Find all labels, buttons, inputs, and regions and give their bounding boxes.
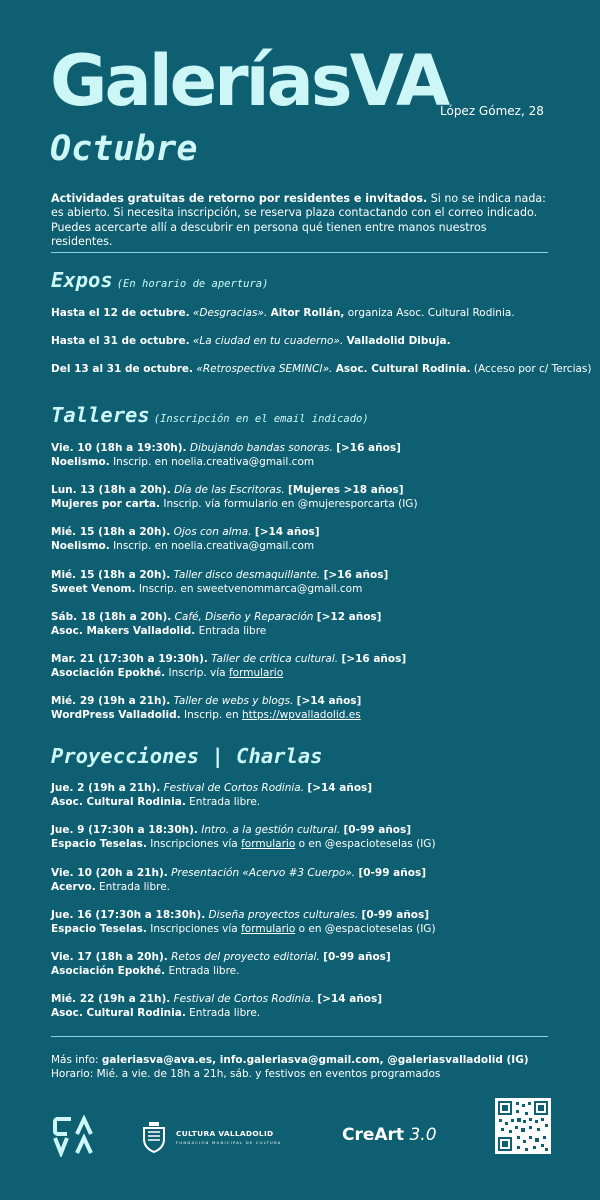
expos-title: Expos — [51, 268, 113, 292]
event-title: Dibujando bandas sonoras. — [189, 442, 333, 454]
charla-item — [51, 950, 556, 978]
event-org: Asociación Epokhé. — [51, 667, 166, 680]
event-date: Vie. 10 (20h a 21h). — [51, 867, 168, 879]
expo-rest: organiza Asoc. Cultural Rodinia. — [344, 307, 515, 319]
creart-name: CreArt — [342, 1125, 405, 1145]
event-title: Presentación «Acervo #3 Cuerpo». — [171, 867, 356, 879]
event-org: Asociación Epokhé. — [51, 965, 166, 978]
event-title: Ojos con alma. — [173, 526, 252, 538]
expo-work: «La ciudad en tu cuaderno». — [192, 335, 344, 347]
month-title: Octubre — [50, 129, 198, 169]
event-info: Entrada libre — [198, 625, 267, 638]
event-info: Entrada libre. — [99, 881, 171, 894]
charla-item — [51, 781, 556, 809]
event-title: Festival de Cortos Rodinia. — [163, 782, 305, 794]
qr-code[interactable] — [495, 1098, 551, 1154]
address: López Gómez, 28 — [440, 104, 544, 118]
event-date: Mié. 15 (18h a 20h). — [51, 569, 171, 581]
event-age: [0-99 años] — [361, 909, 430, 921]
hours-text: Mié. a vie. de 18h a 21h, sáb. y festivos en eventos programados — [96, 1068, 441, 1081]
expo-item — [51, 334, 556, 348]
intro-text — [51, 192, 551, 250]
expo-org: Valladolid Dibuja. — [346, 335, 451, 347]
taller-item — [51, 483, 556, 511]
event-date: Mar. 21 (17:30h a 19:30h). — [51, 653, 208, 665]
expo-item — [51, 306, 556, 320]
hours-label: Horario: — [51, 1068, 94, 1081]
section-title-talleres — [51, 405, 369, 426]
event-date: Jue. 2 (19h a 21h). — [51, 782, 161, 794]
event-org: Acervo. — [51, 881, 96, 894]
event-title: Festival de Cortos Rodinia. — [173, 993, 315, 1005]
expo-date: Del 13 al 31 de octubre. — [51, 363, 193, 375]
expo-item — [51, 362, 592, 376]
event-date: Lun. 13 (18h a 20h). — [51, 484, 171, 496]
event-info: Inscrip. en noelia.creativa@gmail.com — [113, 456, 315, 469]
crest-icon — [138, 1121, 170, 1153]
event-age: [>14 años] — [317, 993, 383, 1005]
event-age: [0-99 años] — [358, 867, 427, 879]
event-org: Espacio Teselas. — [51, 923, 147, 936]
event-title: Taller de crítica cultural. — [211, 653, 339, 665]
expo-work: «Desgracias». — [192, 307, 268, 319]
talleres-note: (Inscripción en el email indicado) — [153, 413, 369, 425]
creart-version: 3.0 — [409, 1125, 437, 1145]
event-age: [0-99 años] — [343, 824, 412, 836]
form-link[interactable]: formulario — [241, 838, 296, 851]
form-link[interactable]: formulario — [241, 923, 296, 936]
expo-date: Hasta el 12 de octubre. — [51, 307, 190, 319]
event-info-after: o en @espacioteselas (IG) — [298, 838, 436, 851]
event-date: Vie. 10 (18h a 19:30h). — [51, 442, 187, 454]
expo-org: Aitor Rollán, — [270, 307, 345, 319]
footer-info — [51, 1053, 556, 1082]
cultura-valladolid-name: CULTURA VALLADOLID — [176, 1129, 274, 1138]
event-date: Mié. 29 (19h a 21h). — [51, 695, 171, 707]
event-age: [Mujeres >18 años] — [288, 484, 404, 496]
event-org: Sweet Venom. — [51, 583, 136, 596]
event-org: Noelismo. — [51, 540, 110, 553]
event-age: [>14 años] — [307, 782, 373, 794]
event-age: [>14 años] — [254, 526, 320, 538]
event-info: Inscrip. vía — [168, 667, 226, 680]
event-title: Taller disco desmaquillante. — [173, 569, 321, 581]
event-title: Diseña proyectos culturales. — [208, 909, 359, 921]
expo-rest: (Acceso por c/ Tercias) — [470, 363, 592, 375]
charla-item — [51, 823, 556, 851]
expo-date: Hasta el 31 de octubre. — [51, 335, 190, 347]
event-info: Inscrip. vía formulario en @mujeresporcarta (IG) — [163, 498, 418, 511]
event-title: Taller de webs y blogs. — [173, 695, 294, 707]
event-age: [>16 años] — [336, 442, 401, 454]
event-title: Café, Diseño y Reparación — [174, 611, 314, 623]
event-title: Intro. a la gestión cultural. — [201, 824, 341, 836]
taller-item — [51, 441, 556, 469]
event-info: Inscrip. en noelia.creativa@gmail.com — [113, 540, 315, 553]
talleres-title: Talleres — [51, 403, 150, 427]
creart-logo — [342, 1125, 437, 1145]
event-date: Sáb. 18 (18h a 20h). — [51, 611, 172, 623]
event-title: Retos del proyecto editorial. — [171, 951, 320, 963]
event-date: Jue. 16 (17:30h a 18:30h). — [51, 909, 206, 921]
event-age: [>16 años] — [341, 653, 407, 665]
galerias-logo-icon — [51, 1115, 97, 1157]
cultura-valladolid-subtitle: FUNDACIÓN MUNICIPAL DE CULTURA — [176, 1140, 282, 1145]
charla-item — [51, 992, 556, 1020]
section-title-proyecciones: Proyecciones | Charlas — [51, 744, 323, 768]
event-org: WordPress Valladolid. — [51, 709, 181, 722]
event-date: Mié. 22 (19h a 21h). — [51, 993, 171, 1005]
event-info: Entrada libre. — [189, 1007, 261, 1020]
taller-item — [51, 525, 556, 553]
charla-item — [51, 908, 556, 936]
expo-work: «Retrospectiva SEMINCI». — [196, 363, 333, 375]
intro-bold: Actividades gratuitas de retorno por residentes e invitados. — [51, 192, 428, 205]
event-age: [>16 años] — [323, 569, 389, 581]
taller-item — [51, 568, 556, 596]
taller-item — [51, 610, 556, 638]
taller-item — [51, 652, 556, 680]
expos-note: (En horario de apertura) — [116, 278, 269, 290]
qr-code-icon — [495, 1098, 551, 1154]
event-org: Mujeres por carta. — [51, 498, 160, 511]
event-org: Espacio Teselas. — [51, 838, 147, 851]
intro-rest: Si no se indica nada: es abierto. Si necesita inscripción, se reserva plaza contactando con el correo indicado. Puedes acercarte allí a descubrir en persona qué tienen entre manos nuestros residentes. — [51, 192, 546, 249]
event-age: [0-99 años] — [323, 951, 391, 963]
form-link[interactable]: formulario — [228, 667, 284, 680]
event-info: Inscripciones vía — [150, 923, 238, 936]
expo-org: Asoc. Cultural Rodinia. — [335, 363, 471, 375]
divider — [51, 252, 548, 253]
event-info-after: o en @espacioteselas (IG) — [298, 923, 436, 936]
event-info: Inscrip. en — [183, 709, 239, 722]
divider — [51, 1036, 548, 1037]
event-date: Jue. 9 (17:30h a 18:30h). — [51, 824, 198, 836]
website-link[interactable]: https://wpvalladolid.es — [242, 709, 361, 722]
event-org: Asoc. Cultural Rodinia. — [51, 796, 186, 809]
info-label: Más info: — [51, 1054, 99, 1066]
event-age: [>14 años] — [296, 695, 362, 707]
event-org: Asoc. Cultural Rodinia. — [51, 1007, 186, 1020]
section-title-expos — [51, 270, 268, 291]
taller-item — [51, 694, 556, 722]
event-org: Asoc. Makers Valladolid. — [51, 625, 196, 638]
cultura-valladolid-logo — [138, 1121, 282, 1157]
event-info: Entrada libre. — [189, 796, 261, 809]
info-contacts: galeriasva@ava.es, info.galeriasva@gmail.com, @galeriasvalladolid (IG) — [101, 1054, 529, 1066]
charla-item — [51, 866, 556, 894]
event-info: Inscrip. en sweetvenommarca@gmail.com — [138, 583, 363, 596]
event-info: Inscripciones vía — [150, 838, 238, 851]
page-title: GaleríasVA — [50, 40, 448, 122]
event-org: Noelismo. — [51, 456, 110, 469]
event-date: Mié. 15 (18h a 20h). — [51, 526, 171, 538]
event-title: Día de las Escritoras. — [174, 484, 285, 496]
event-date: Vie. 17 (18h a 20h). — [51, 951, 168, 963]
event-info: Entrada libre. — [168, 965, 240, 978]
event-age: [>12 años] — [316, 611, 382, 623]
